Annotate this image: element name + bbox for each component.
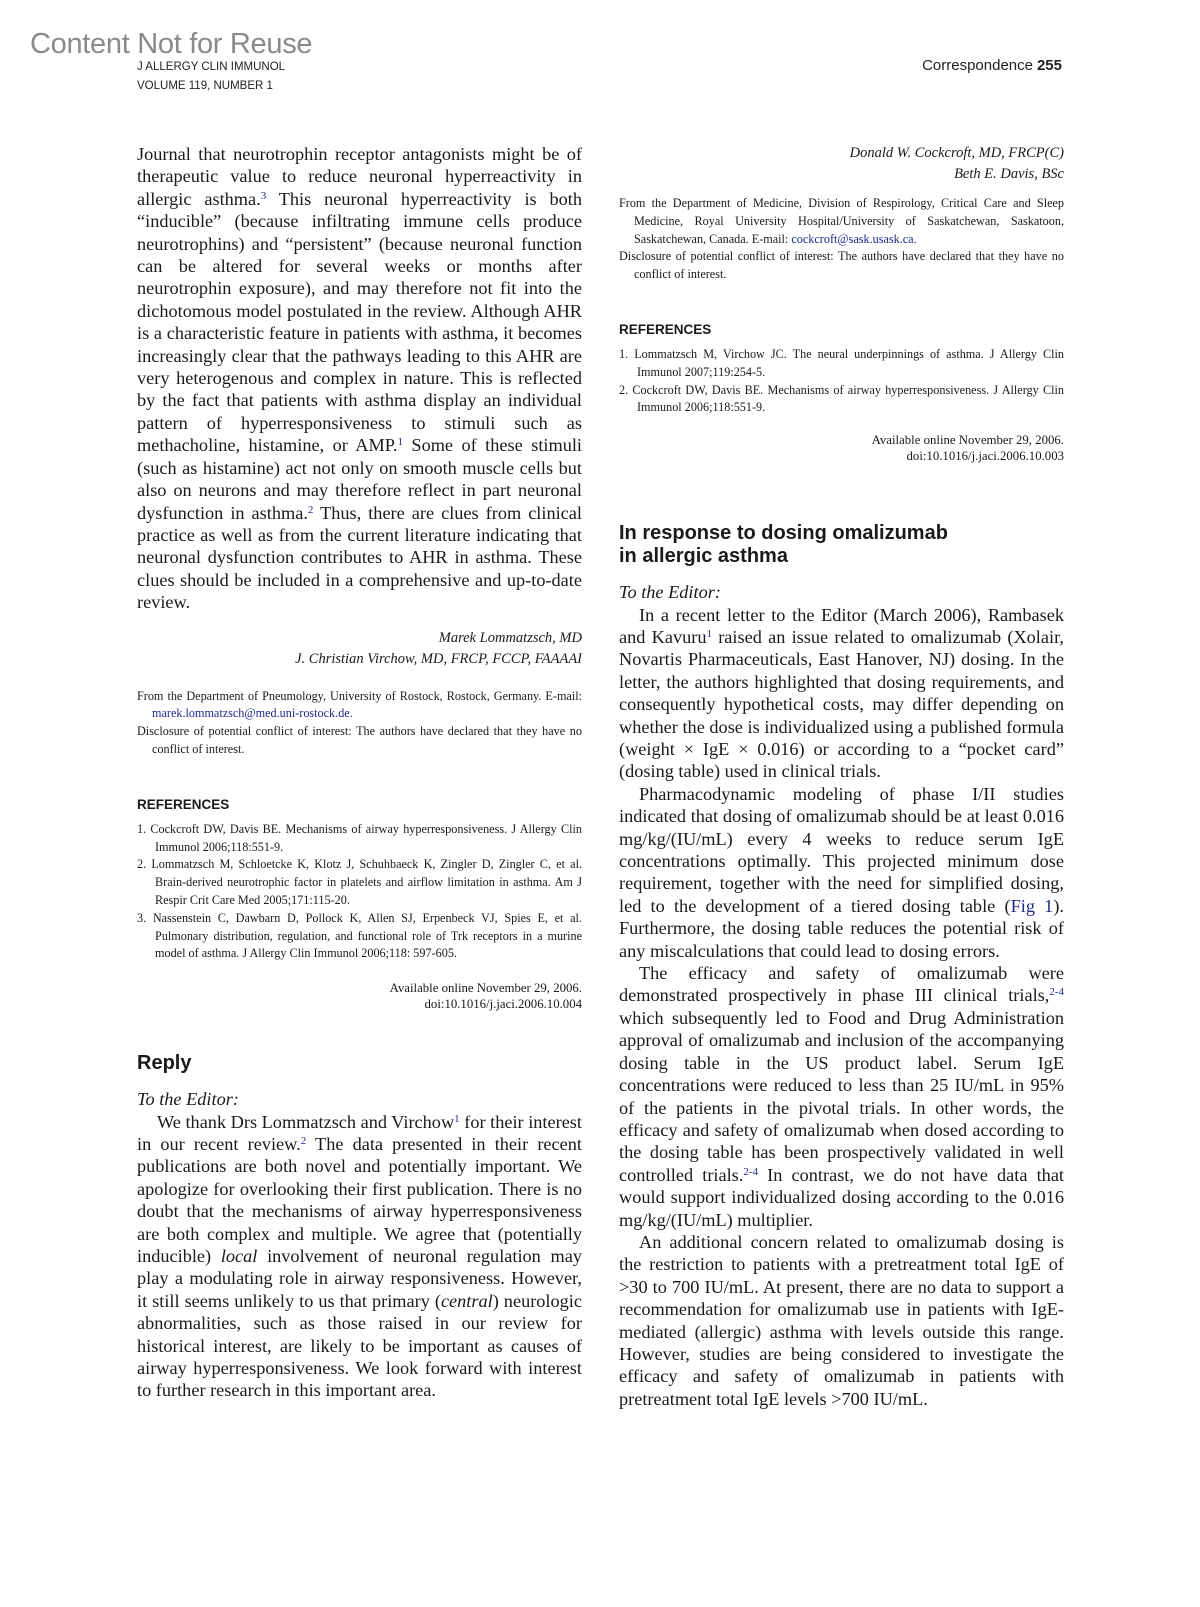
reply-title: Reply bbox=[137, 1052, 192, 1075]
conflict-disclosure: Disclosure of potential conflict of interest: The authors have declared that they have no conflict of interest. bbox=[137, 724, 582, 756]
letter-continuation-paragraph: Journal that neurotrophin receptor antagonists might be of therapeutic value to reduce neuronal hyperreactivity in allergic asthma.$^3$ This neuronal hyperreactivity is both “inducible” (because infiltrating immune cells produce neurotrophins) and “persistent” (because neuronal function can be altered for several weeks or months after neurotrophin exposure), and may therefore not fit into the dichotomous model postulated in the review. Although AHR is a characteristic feature in patients with asthma, it becomes increasingly clear that the pathways leading to this AHR are very heterogenous and complex in nature. This is reflected by the fact that patients with asthma display an individual pattern of hyperresponsiveness to stimuli such as methacholine, histamine, or AMP.$^1$ Some of these stimuli (such as histamine) act not only on smooth muscle cells but also on neurons and may therefore reflect in part neuronal dysfunction in asthma.$^2$ Thus, there are clues from clinical practice as well as from the current literature indicating that neuronal dysfunction contributes to AHR in asthma. These clues should be included in a comprehensive and up-to-date review. bbox=[137, 144, 583, 613]
figure-link[interactable]: Fig 1 bbox=[1010, 895, 1054, 916]
citation-link[interactable]: 1 bbox=[454, 1112, 460, 1125]
article-title: In response to dosing omalizumab in allergic asthma bbox=[619, 522, 948, 568]
article-paragraph: An additional concern related to omalizumab dosing is the restriction to patients with a pretreatment total IgE of >30 to 700 IU/mL. At present, there are no data to support a recommendation for omalizumab use in patients with IgE-mediated (allergic) asthma with levels outside this range. However, studies are being considered to investigate the efficacy and safety of omalizumab in patients with pretreatment total IgE levels >700 IU/mL. bbox=[619, 1231, 1064, 1409]
journal-name: J ALLERGY CLIN IMMUNOL bbox=[137, 61, 286, 73]
citation-link[interactable]: 2-4 bbox=[743, 1165, 759, 1178]
author-signature: Donald W. Cockcroft, MD, FRCP(C) bbox=[849, 145, 1064, 161]
available-online: Available online November 29, 2006. bbox=[871, 433, 1064, 448]
article-paragraph: Pharmacodynamic modeling of phase I/II studies indicated that dosing of omalizumab should be at least 0.016 mg/kg/(IU/mL) every 4 weeks to reduce serum IgE concentrations optimally. This projected minimum dose requirement, together with the need for simplified dosing, led to the development of a tiered dosing table (Fig 1). Furthermore, the dosing table reduces the potential risk of any miscalculations that could lead to dosing errors. bbox=[619, 783, 1064, 961]
volume-number: VOLUME 119, NUMBER 1 bbox=[137, 80, 273, 92]
reference-item: 2. Cockcroft DW, Davis BE. Mechanisms of airway hyperresponsiveness. J Allergy Clin Immunol 2006;118:551-9. bbox=[619, 382, 1064, 415]
reference-item: 3. Nassenstein C, Dawbarn D, Pollock K, Allen SJ, Erpenbeck VJ, Spies E, et al. Pulmonary distribution, regulation, and functional role of Trk receptors in a murine model of asthma. J Allergy Clin Immunol 2006;118: 597-605. bbox=[137, 910, 582, 961]
reference-item: 2. Lommatzsch M, Schloetcke K, Klotz J, Schuhbaeck K, Zingler D, Zingler C, et al. Brain-derived neurotrophic factor in platelets and airflow limitation in asthma. Am J Respir Crit Care Med 2005;171:115-20. bbox=[137, 857, 582, 907]
citation-link[interactable]: 3 bbox=[260, 189, 267, 202]
salutation: To the Editor: bbox=[619, 582, 721, 603]
email-link[interactable]: marek.lommatzsch@med.uni-rostock.de. bbox=[152, 706, 353, 721]
author-affiliation: From the Department of Medicine, Division of Respirology, Critical Care and Sleep Medicine, Royal University Hospital/University of Saskatchewan, Saskatoon, Saskatchewan, Canada. E-mail: cockcroft@sask.usask.ca. bbox=[619, 196, 1064, 246]
references-heading: REFERENCES bbox=[137, 796, 230, 812]
page-number: 255 bbox=[1036, 57, 1062, 74]
citation-link[interactable]: 1 bbox=[706, 627, 712, 640]
available-online: Available online November 29, 2006. bbox=[389, 981, 582, 996]
left-column bbox=[137, 143, 582, 1402]
watermark: Content Not for Reuse bbox=[30, 28, 313, 60]
citation-link[interactable]: 1 bbox=[397, 436, 403, 449]
reference-item: 1. Lommatzsch M, Virchow JC. The neural underpinnings of asthma. J Allergy Clin Immunol 2007;119:254-5. bbox=[619, 346, 1064, 379]
section-name: Correspondence bbox=[922, 57, 1033, 74]
article-paragraph: The efficacy and safety of omalizumab were demonstrated prospectively in phase III clinical trials,$^{2-4}$ which subsequently led to Food and Drug Administration approval of omalizumab and inclusion of the accompanying dosing table in the US product label. Serum IgE concentrations were reduced to less than 25 IU/mL in 95% of the patients in the pivotal trials. In other words, the efficacy and safety of omalizumab when dosed according to the dosing table has been prospectively validated in well controlled trials.$^{2-4}$ In contrast, we do not have data that would support individualized dosing according to the 0.016 mg/kg/(IU/mL) multiplier. bbox=[619, 963, 1065, 1230]
email-link[interactable]: cockcroft@sask.usask.ca. bbox=[791, 231, 917, 246]
citation-link[interactable]: 2 bbox=[300, 1134, 307, 1147]
author-affiliation: From the Department of Pneumology, University of Rostock, Rostock, Germany. E-mail: marek.lommatzsch@med.uni-rostock.de. bbox=[137, 688, 582, 721]
citation-link[interactable]: 2-4 bbox=[1049, 986, 1064, 999]
salutation: To the Editor: bbox=[137, 1089, 239, 1110]
right-column bbox=[619, 143, 1064, 1410]
author-signature: Beth E. Davis, BSc bbox=[954, 166, 1064, 182]
running-head-right bbox=[922, 57, 1062, 74]
running-head-left bbox=[137, 58, 285, 96]
article-paragraph: In a recent letter to the Editor (March 2006), Rambasek and Kavuru$^1$ raised an issue related to omalizumab (Xolair, Novartis Pharmaceuticals, East Hanover, NJ) dosing. In the letter, the authors highlighted that dosing requirements, and consequently hypothetical costs, may differ depending on whether the dose is individualized using a published formula (weight × IgE × 0.016) or according to a “pocket card” (dosing table) used in clinical trials. bbox=[619, 604, 1065, 782]
reply-paragraph: We thank Drs Lommatzsch and Virchow$^1$ for their interest in our recent review.$^2$ The data presented in their recent publications are both novel and potentially important. We apologize for overlooking their first publication. There is no doubt that the mechanisms of airway hyperresponsiveness are both complex and multiple. We agree that (potentially inducible) local involvement of neuronal regulation may play a modulating role in airway responsiveness. However, it still seems unlikely to us that primary (central) neurologic abnormalities, such as those raised in our review for historical interest, are likely to be important as causes of airway hyperresponsiveness. We look forward with interest to further research in this important area. bbox=[137, 1111, 582, 1401]
citation-link[interactable]: 2 bbox=[307, 503, 314, 516]
references-heading: REFERENCES bbox=[619, 321, 712, 337]
reference-item: 1. Cockcroft DW, Davis BE. Mechanisms of airway hyperresponsiveness. J Allergy Clin Immunol 2006;118:551-9. bbox=[137, 821, 582, 854]
author-signature: J. Christian Virchow, MD, FRCP, FCCP, FAAAAI bbox=[295, 650, 582, 667]
author-signature: Marek Lommatzsch, MD bbox=[438, 629, 582, 646]
conflict-disclosure: Disclosure of potential conflict of interest: The authors have declared that they have no conflict of interest. bbox=[619, 249, 1064, 282]
references-list bbox=[619, 346, 1064, 417]
doi: doi:10.1016/j.jaci.2006.10.004 bbox=[424, 997, 582, 1012]
doi: doi:10.1016/j.jaci.2006.10.003 bbox=[906, 449, 1064, 464]
references-list bbox=[137, 821, 582, 963]
